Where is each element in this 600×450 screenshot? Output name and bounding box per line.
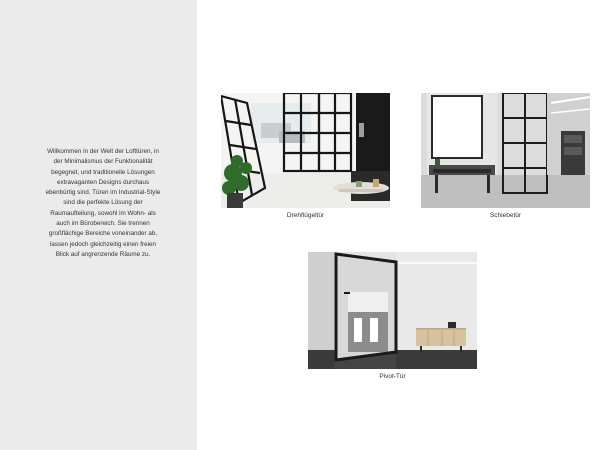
product-card-schiebetuer[interactable] [421, 93, 590, 223]
product-card-pivot-tuer[interactable] [308, 252, 477, 384]
drehfluegeltuer-photo[interactable] [221, 93, 390, 208]
intro-text: Willkommen in der Welt der Lofttüren, in der Minimalismus der Funktionalität begegnet, und traditionelle Lösungen extravaganten Designs durchaus ebenbürtig sind. Türen im Industrial-Style sind die perfekte Lösung der Raumaufteilung, sowohl im Wohn- als auch im Bürobereich. Sie trennen großflächige Bereiche voneinander ab, lassen jedoch gleichzeitig einen freien Blick auf angrenzende Räume zu. [45, 148, 161, 258]
sidebar-panel [0, 0, 197, 450]
product-card-drehfluegeltuer[interactable] [221, 93, 390, 223]
product-label[interactable]: Schiebetür [489, 212, 522, 219]
schiebetuer-photo[interactable] [421, 93, 590, 208]
product-label[interactable]: Drehflügeltür [286, 212, 325, 219]
product-label[interactable]: Pivot-Tür [379, 373, 406, 380]
pivot-tuer-photo[interactable] [308, 252, 477, 369]
